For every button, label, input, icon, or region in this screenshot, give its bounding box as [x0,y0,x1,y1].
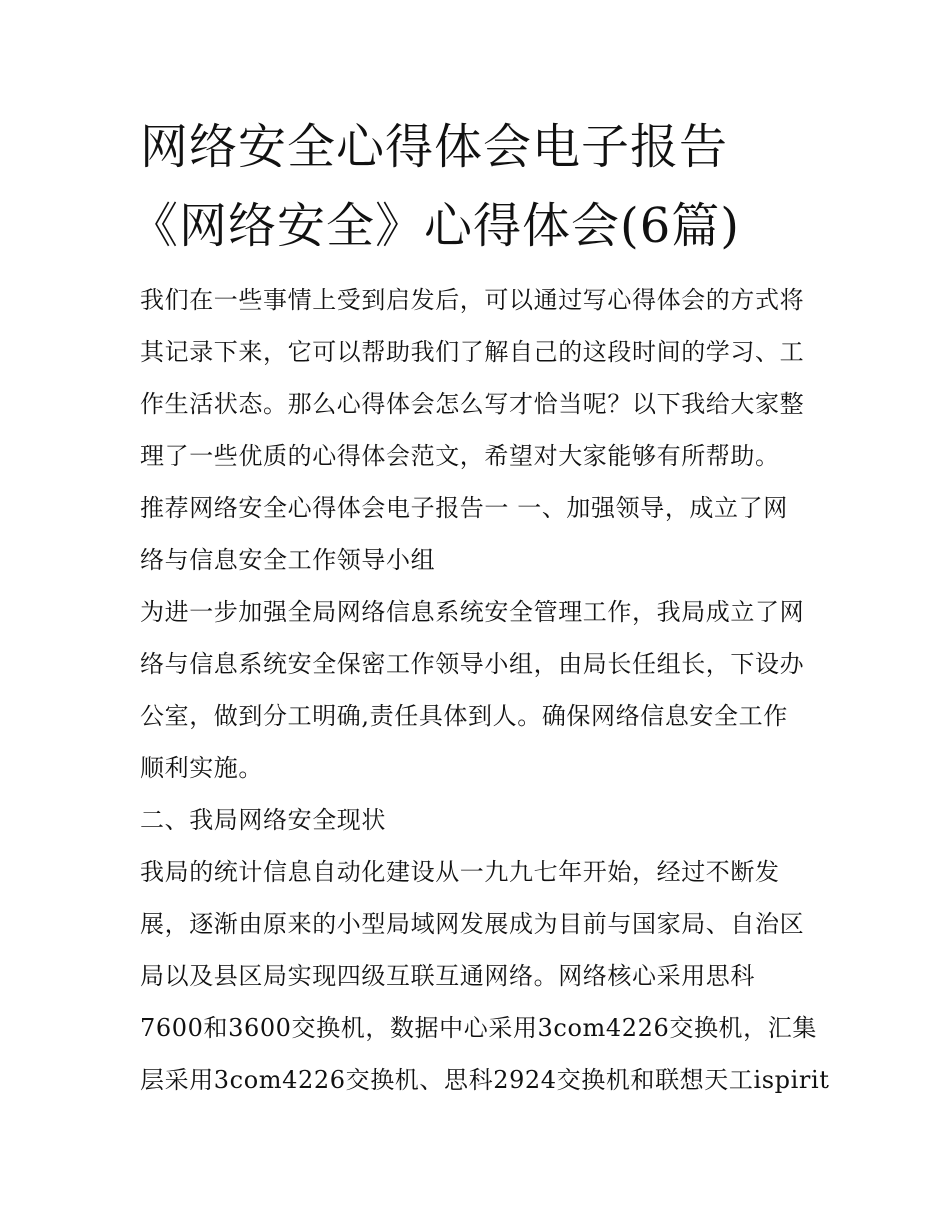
section-heading-line: 二、我局网络安全现状 [140,806,386,834]
section-heading-line: 推荐网络安全心得体会电子报告一 一、加强领导，成立了网 [140,494,788,522]
body-line: 其记录下来，它可以帮助我们了解自己的这段时间的学习、工 [140,338,805,366]
body-line: 层采用3com4226交换机、思科2924交换机和联想天工ispirit [140,1066,830,1094]
document-subtitle: 《网络安全》心得体会(6篇) [130,198,740,254]
section-heading-line: 络与信息安全工作领导小组 [140,546,436,574]
body-line: 为进一步加强全局网络信息系统安全管理工作，我局成立了网 [140,598,805,626]
body-line: 理了一些优质的心得体会范文，希望对大家能够有所帮助。 [140,442,780,470]
body-line: 我局的统计信息自动化建设从一九九七年开始，经过不断发 [140,858,780,886]
document-body [140,274,830,1106]
body-line: 公室，做到分工明确,责任具体到人。确保网络信息安全工作 [140,702,788,730]
body-line: 我们在一些事情上受到启发后，可以通过写心得体会的方式将 [140,286,805,314]
body-line: 局以及县区局实现四级互联互通网络。网络核心采用思科 [140,962,755,990]
body-line: 顺利实施。 [140,754,263,782]
body-line: 7600和3600交换机，数据中心采用3com4226交换机，汇集 [140,1014,817,1042]
body-line: 作生活状态。那么心得体会怎么写才恰当呢？以下我给大家整 [140,390,805,418]
body-line: 络与信息系统安全保密工作领导小组，由局长任组长，下设办 [140,650,805,678]
document-title: 网络安全心得体会电子报告 [140,119,729,175]
body-line: 展，逐渐由原来的小型局域网发展成为目前与国家局、自治区 [140,910,805,938]
